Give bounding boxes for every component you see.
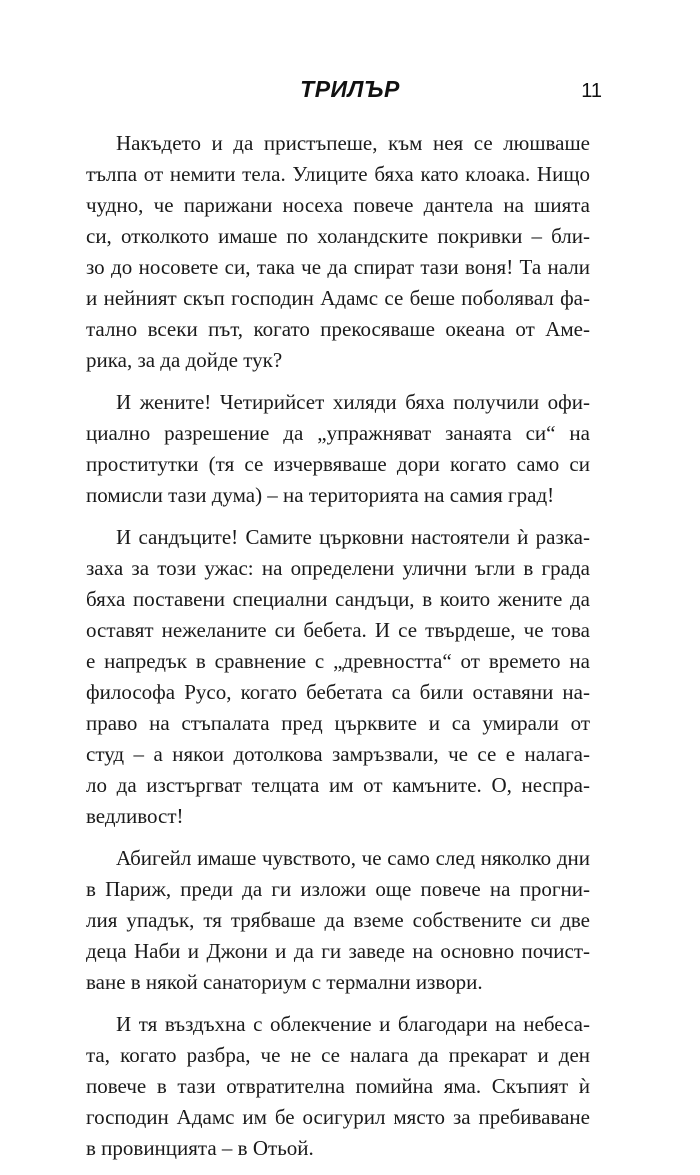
text-line: заха за този ужас: на определени улични ъгли в града [86,556,590,580]
text-line: господин Адамс им бе осигурил място за пребиваване [86,1105,590,1129]
text-line: зо до носовете си, така че да спират тази воня! Та нали [86,255,590,279]
text-line: ване в някой санаториум с термални извори. [86,970,483,994]
text-line: в провинцията – в Отьой. [86,1136,314,1160]
text-line: бяха поставени специални сандъци, в които жените да [86,587,590,611]
paragraph [86,1009,590,1164]
body-text [86,128,590,1175]
text-line: проститутки (тя се изчервяваше дори когато само си [86,452,590,476]
text-line: ло да изстъргват телцата им от камъните. О, неспра- [86,773,590,797]
text-line: циално разрешение да „упражняват занаята си“ на [86,421,590,445]
text-line: в Париж, преди да ги изложи още повече на прогни- [86,877,590,901]
text-line: студ – а някои дотолкова замръзвали, че се е налага- [86,742,590,766]
text-line: Абигейл имаше чувството, че само след няколко дни [116,846,590,870]
text-line: оставят нежеланите си бебета. И се твърдеше, че това [86,618,590,642]
text-line: право на стъпалата пред църквите и са умирали от [86,711,590,735]
text-line: та, когато разбра, че не се налага да прекарат и ден [86,1043,590,1067]
text-line: си, отколкото имаше по холандските покривки – бли- [86,224,590,248]
text-line: ведливост! [86,804,184,828]
text-line: лия упадък, тя трябваше да вземе собствените си две [86,908,590,932]
page-number: 11 [581,80,602,102]
text-line: тално всеки път, когато прекосяваше океана от Аме- [86,317,590,341]
text-line: философа Русо, когато бебетата са били оставяни на- [86,680,590,704]
paragraph [86,387,590,511]
text-line: рика, за да дойде тук? [86,348,283,372]
text-line: повече в тази отвратителна помийна яма. Скъпият ѝ [86,1074,590,1098]
text-line: е напредък в сравнение с „древността“ от времето на [86,649,590,673]
text-line: Накъдето и да пристъпеше, към нея се люшваше [116,131,590,155]
text-line: чудно, че парижани носеха повече дантела на шията [86,193,590,217]
running-header-title: ТРИЛЪР [300,76,400,102]
text-line: И сандъците! Самите църковни настоятели ѝ разка- [116,525,590,549]
text-line: помисли тази дума) – на територията на самия град! [86,483,555,507]
text-line: тълпа от немити тела. Улиците бяха като клоака. Нищо [86,162,590,186]
text-line: И тя въздъхна с облекчение и благодари на небеса- [116,1012,590,1036]
text-line: и нейният скъп господин Адамс се беше поболявал фа- [86,286,590,310]
paragraph [86,843,590,998]
paragraph [86,522,590,832]
text-line: И жените! Четирийсет хиляди бяха получили офи- [116,390,590,414]
text-line: деца Наби и Джони и да ги заведе на основно почист- [86,939,590,963]
paragraph [86,128,590,376]
